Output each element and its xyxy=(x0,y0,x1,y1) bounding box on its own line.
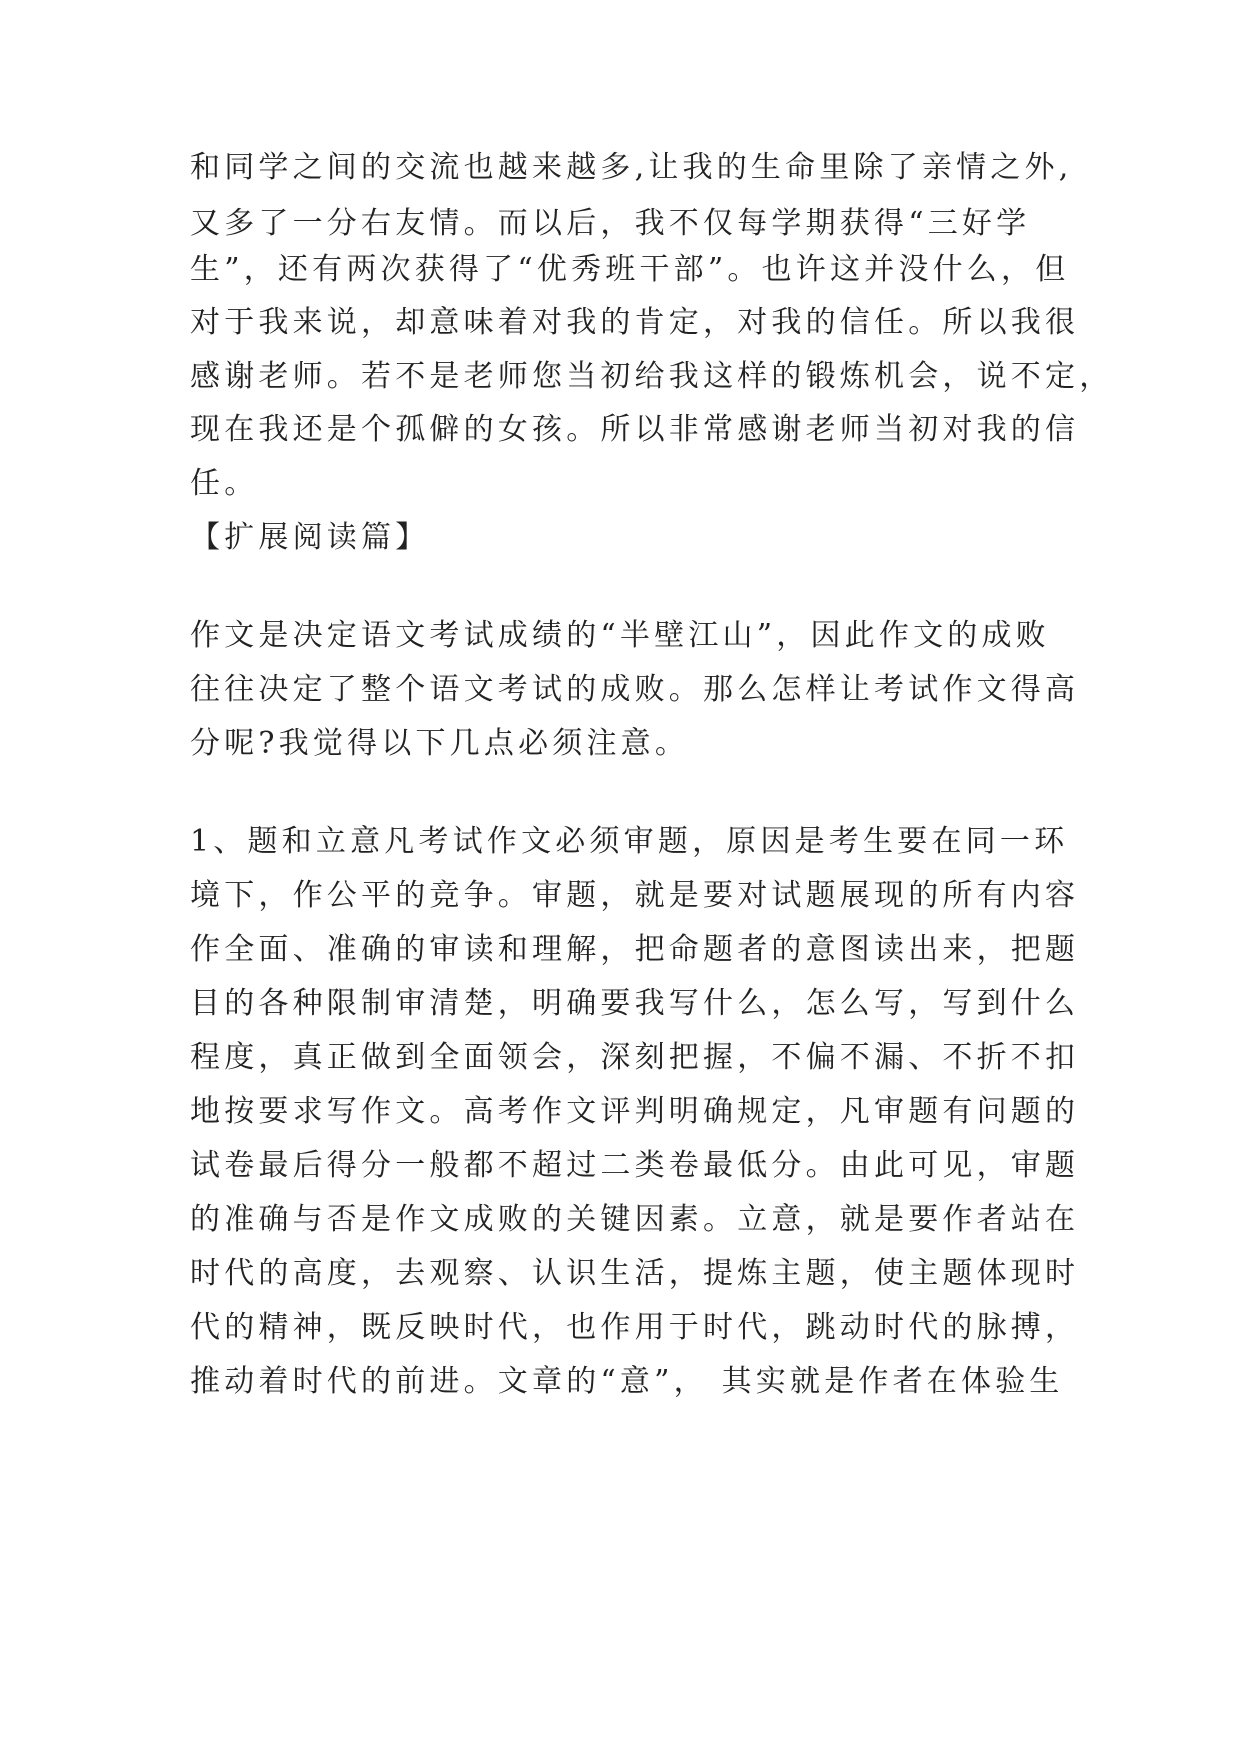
text-line: 程度，真正做到全面领会，深刻把握，不偏不漏、不折不扣 xyxy=(190,1040,1080,1075)
text-line: 目的各种限制审清楚，明确要我写什么，怎么写，写到什么 xyxy=(190,986,1080,1021)
text-line: 对于我来说，却意味着对我的肯定，对我的信任。所以我很 xyxy=(190,305,1080,340)
text-line: 推动着时代的前进。文章的“意”， 其实就是作者在体验生 xyxy=(190,1364,1064,1399)
text-line: 往往决定了整个语文考试的成败。那么怎样让考试作文得高 xyxy=(190,672,1080,707)
text-line: 现在我还是个孤僻的女孩。所以非常感谢老师当初对我的信 xyxy=(190,412,1080,447)
text-line: 境下，作公平的竞争。审题，就是要对试题展现的所有内容 xyxy=(190,878,1080,913)
text-line: 作文是决定语文考试成绩的“半壁江山”，因此作文的成败 xyxy=(190,618,1050,653)
text-line: 试卷最后得分一般都不超过二类卷最低分。由此可见，审题 xyxy=(190,1148,1080,1183)
text-line: 生”，还有两次获得了“优秀班干部”。也许这并没什么，但 xyxy=(190,252,1070,287)
text-line: 的准确与否是作文成败的关键因素。立意，就是要作者站在 xyxy=(190,1202,1080,1237)
section-heading: 【扩展阅读篇】 xyxy=(190,520,430,555)
text-line: 和同学之间的交流也越来越多,让我的生命里除了亲情之外, xyxy=(190,150,1073,185)
text-line: 地按要求写作文。高考作文评判明确规定，凡审题有问题的 xyxy=(190,1094,1080,1129)
text-line: 1、题和立意凡考试作文必须审题，原因是考生要在同一环 xyxy=(190,824,1069,859)
text-line: 代的精神，既反映时代，也作用于时代，跳动时代的脉搏， xyxy=(190,1310,1080,1345)
text-line: 感谢老师。若不是老师您当初给我这样的锻炼机会，说不定， xyxy=(190,359,1114,394)
text-line: 作全面、准确的审读和理解，把命题者的意图读出来，把题 xyxy=(190,932,1080,967)
text-line: 分呢?我觉得以下几点必须注意。 xyxy=(190,726,690,761)
text-line: 任。 xyxy=(190,466,259,501)
text-line: 时代的高度，去观察、认识生活，提炼主题，使主题体现时 xyxy=(190,1256,1080,1291)
text-line: 又多了一分右友情。而以后，我不仅每学期获得“三好学 xyxy=(190,206,1031,241)
